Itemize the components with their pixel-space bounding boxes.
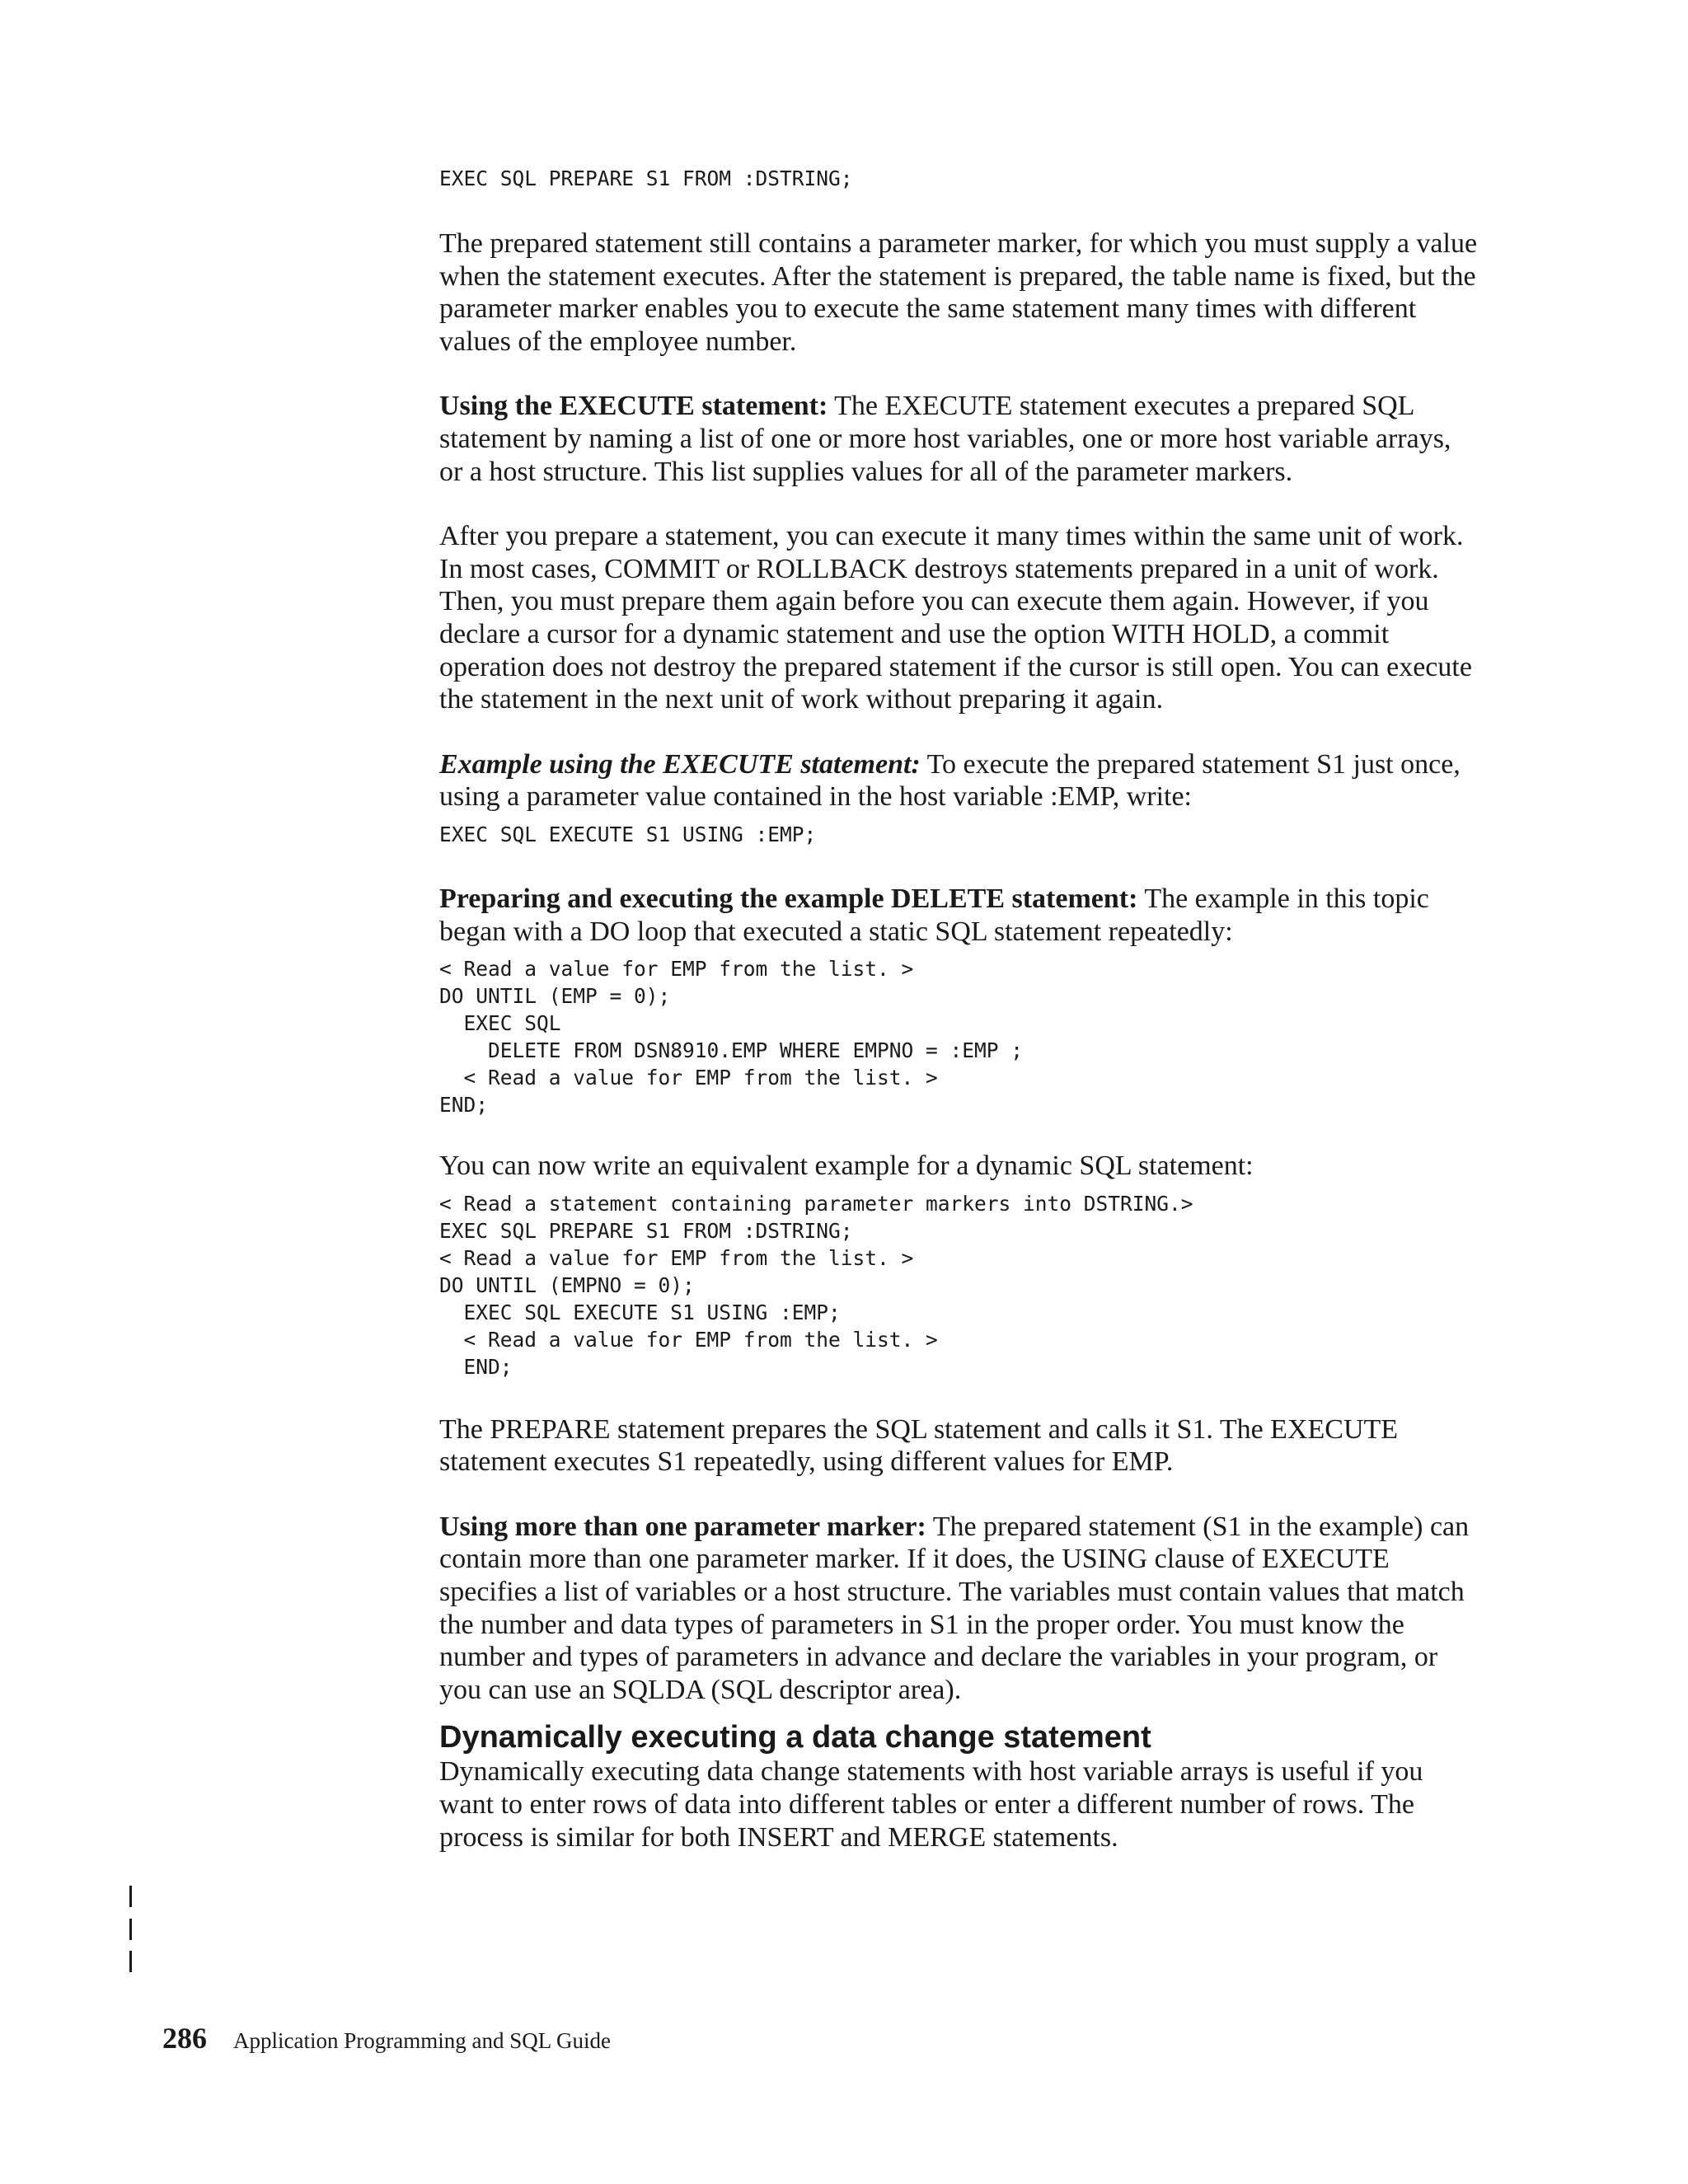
page-footer — [162, 2021, 611, 2055]
lead-more-markers: Using more than one parameter marker: — [439, 1511, 926, 1542]
paragraph-prepare-explains: The PREPARE statement prepares the SQL statement and calls it S1. The EXECUTE statement executes S1 repeatedly, using different values for EMP. — [439, 1413, 1399, 1478]
paragraph-more-markers — [439, 1511, 1478, 1707]
lead-using-execute: Using the EXECUTE statement: — [439, 391, 828, 422]
paragraph-section: Dynamically executing data change statements with host variable arrays is useful if you want to enter rows of data into different tables or enter a different number of rows. The process is similar for both INSERT and MERGE statements. — [439, 1756, 1423, 1853]
paragraph-example-execute — [439, 748, 1478, 813]
paragraph-after-prepare: After you prepare a statement, you can execute it many times within the same unit of work. In most cases, COMMIT or ROLLBACK destroys statements prepared in a unit of work. Then, you must prepare them again before you can execute them again. However, if you declare a cursor for a dynamic statement and use the option WITH HOLD, a commit operation does not destroy the prepared statement if the cursor is still open. You can execute the statement in the next unit of work without preparing it again. — [439, 521, 1472, 715]
paragraph-equivalent: You can now write an equivalent example for a dynamic SQL statement: — [439, 1151, 1254, 1182]
revision-bar — [129, 1951, 132, 1972]
main-column — [439, 165, 1478, 1854]
paragraph-using-execute — [439, 390, 1478, 488]
book-title: Application Programming and SQL Guide — [233, 2028, 611, 2053]
section-heading: Dynamically executing a data change statement — [439, 1720, 1151, 1755]
text-more-markers: The prepared statement (S1 in the example) can contain more than one parameter marker. If it does, the USING clause of EXECUTE specifies a list of variables or a host structure. The variables must contain values that match the number and data types of parameters in S1 in the proper order. You must know the number and types of parameters in advance and declare the variables in your program, or you can use an SQLDA (SQL descriptor area). — [439, 1511, 1470, 1705]
lead-example-execute: Example using the EXECUTE statement: — [439, 748, 921, 780]
revision-bar — [129, 1886, 132, 1907]
text-using-execute: The EXECUTE statement executes a prepared SQL statement by naming a list of one or more host variables, one or more host variable arrays, or a host structure. This list supplies values for all of the parameter markers. — [439, 391, 1451, 487]
page-number: 286 — [162, 2022, 207, 2055]
code-prepare: EXEC SQL PREPARE S1 FROM :DSTRING; — [439, 166, 853, 190]
text-example-execute: To execute the prepared statement S1 just once, using a parameter value contained in the host variable :EMP, write: — [439, 748, 1461, 813]
paragraph-preparing-delete — [439, 883, 1478, 948]
revision-bar — [129, 1919, 132, 1940]
paragraph-prepared-statement: The prepared statement still contains a parameter marker, for which you must supply a value when the statement executes. After the statement is prepared, the table name is fixed, but the parameter marker enables you to execute the same statement many times with different values of the employee number. — [439, 228, 1478, 357]
text-preparing-delete: The example in this topic began with a DO loop that executed a static SQL statement repeatedly: — [439, 883, 1429, 947]
lead-preparing-delete: Preparing and executing the example DELETE statement: — [439, 883, 1138, 914]
code-dynamic-loop: < Read a statement containing parameter markers into DSTRING.> EXEC SQL PREPARE S1 FROM :DSTRING; < Read a value for EMP from the list. > DO UNTIL (EMPNO = 0); EXEC SQL EXECUTE S1 USING :EMP; < Read a value for EMP from the list. > END; — [439, 1191, 1193, 1379]
code-static-loop: < Read a value for EMP from the list. > DO UNTIL (EMP = 0); EXEC SQL DELETE FROM DSN8910.EMP WHERE EMPNO = :EMP ; < Read a value for EMP from the list. > END; — [439, 957, 1024, 1118]
code-execute: EXEC SQL EXECUTE S1 USING :EMP; — [439, 822, 817, 846]
